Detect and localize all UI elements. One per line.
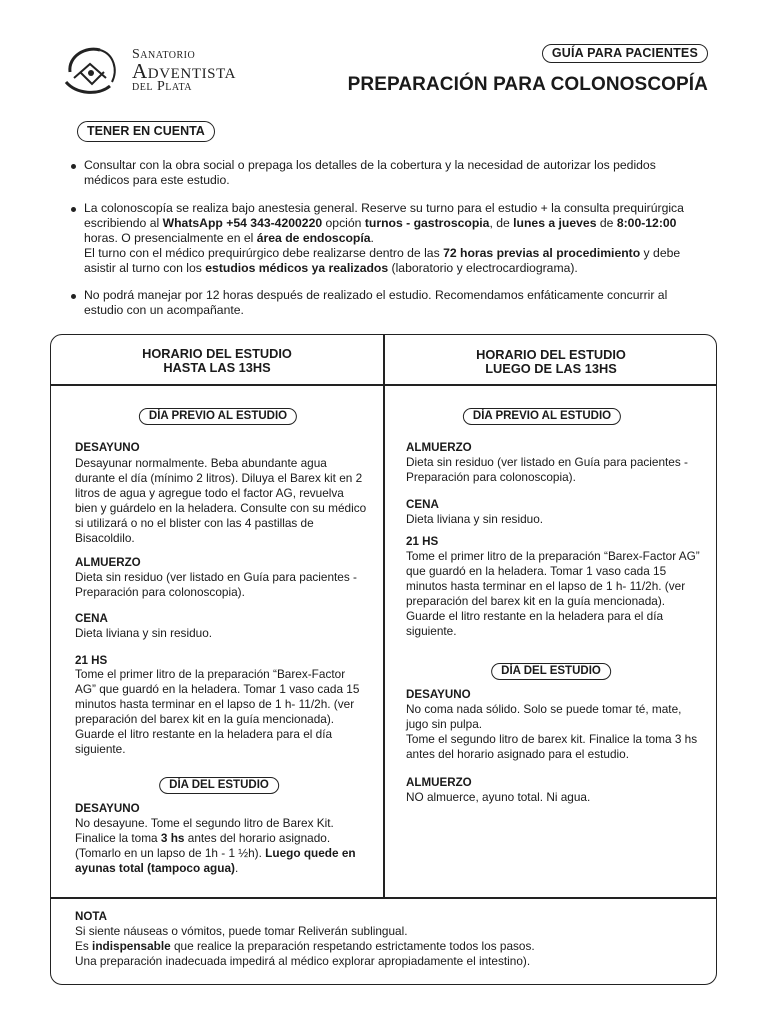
left-desayuno2-title: DESAYUNO: [75, 802, 140, 815]
left-21hs-title: 21 HS: [75, 654, 108, 667]
guide-badge: GUÍA PARA PACIENTES: [542, 44, 708, 63]
bold-text-run: estudios médicos ya realizados: [205, 261, 389, 275]
tener-en-cuenta-badge: TENER EN CUENTA: [77, 121, 215, 142]
logo-text-line3: del Plata: [132, 79, 192, 94]
right-cena-title: CENA: [406, 498, 439, 511]
right-almuerzo-title: ALMUERZO: [406, 441, 472, 454]
right-almuerzo2-title: ALMUERZO: [406, 776, 472, 789]
left-desayuno-title: DESAYUNO: [75, 441, 140, 454]
right-21hs-text: Tome el primer litro de la preparación “Barex-Factor AG” que guardó en la heladera. Tomar 1 vaso cada 15 minutos hasta terminar en el lapso de 1 h- 11/2h. (ver preparación del barex kit en la guía mencionada). Guarde el litro restante en la heladera para el día siguiente.: [406, 549, 700, 638]
note-title: NOTA: [75, 910, 107, 923]
bold-text-run: WhatsApp +54 343-4200220: [162, 216, 323, 230]
bold-text-run: lunes a jueves: [513, 216, 597, 230]
bold-text-run: 8:00-12:00: [616, 216, 677, 230]
left-column-header: [52, 347, 382, 375]
right-column-header: [386, 348, 716, 376]
bullet-item-anesthesia: [84, 201, 704, 276]
text-run: .: [370, 231, 374, 245]
text-run: (laboratorio y electrocardiograma).: [388, 261, 578, 275]
note-section: [75, 909, 695, 969]
right-21hs-title: 21 HS: [406, 535, 439, 548]
right-dia-estudio-badge: DÍA DEL ESTUDIO: [491, 663, 611, 680]
right-header-line1: HORARIO DEL ESTUDIO: [476, 347, 626, 362]
bold-text-run: área de endoscopía: [256, 231, 371, 245]
note-line2: [75, 939, 695, 954]
table-header-divider: [51, 384, 716, 386]
logo-text-line2: Adventista: [132, 59, 237, 83]
text-run: .: [234, 861, 239, 875]
text-run: horas. O presencialmente en el: [84, 231, 257, 245]
page-title: PREPARACIÓN PARA COLONOSCOPÍA: [347, 74, 708, 95]
text-run: Es: [75, 939, 93, 953]
right-dia-previo-badge: DÍA PREVIO AL ESTUDIO: [463, 408, 621, 425]
logo-text-line1: Sanatorio: [132, 47, 196, 62]
text-run: No podrá manejar por 12 horas después de realizado el estudio. Recomendamos enfáticamente concurrir al estudio con un acompañante.: [84, 288, 668, 317]
text-run: que realice la preparación respetando estrictamente todos los pasos.: [170, 939, 535, 953]
sanatorio-logo: [60, 42, 260, 98]
table-note-divider: [51, 897, 716, 899]
right-header-line2: LUEGO DE LAS 13HS: [485, 361, 617, 376]
bold-text-run: 72 horas previas al procedimiento: [443, 246, 641, 260]
text-run: La colonoscopía se realiza bajo anestesia general. Reserve su turno para el estudio + la consulta prequirúrgica escribiendo al: [84, 201, 684, 230]
right-desayuno-text-2: Tome el segundo litro de barex kit. Finalice la toma 3 hs antes del horario asignado para el estudio.: [406, 732, 698, 761]
left-header-line1: HORARIO DEL ESTUDIO: [142, 346, 292, 361]
left-dia-previo-badge: DÍA PREVIO AL ESTUDIO: [139, 408, 297, 425]
text-run: antes del horario asignado. (Tomarlo en un lapso de 1h - 1 ½h).: [75, 831, 331, 860]
right-desayuno-text-1: No coma nada sólido. Solo se puede tomar té, mate, jugo sin pulpa.: [406, 702, 682, 731]
bold-text-run: indispensable: [92, 939, 171, 953]
text-run: El turno con el médico prequirúrgico debe realizarse dentro de las: [84, 246, 444, 260]
bold-text-run: 3 hs: [160, 831, 185, 845]
right-almuerzo2-text: NO almuerce, ayuno total. Ni agua.: [406, 790, 591, 804]
left-cena-title: CENA: [75, 612, 108, 625]
bullet-item-driving: [84, 288, 704, 318]
left-21hs-text: Tome el primer litro de la preparación “Barex-Factor AG” que guardó en la heladera. Tomar 1 vaso cada 15 minutos hasta terminar en el lapso de 1 h- 11/2h. (ver preparación del barex kit en la guía mencionada). Guarde el litro restante en la heladera para el día siguiente.: [75, 667, 360, 756]
left-almuerzo-text: Dieta sin residuo (ver listado en Guía para pacientes - Preparación para colonoscopia).: [75, 570, 357, 599]
note-line1: Si siente náuseas o vómitos, puede tomar Reliverán sublingual.: [75, 924, 408, 938]
left-cena-text: Dieta liviana y sin residuo.: [75, 626, 213, 640]
text-run: Consultar con la obra social o prepaga los detalles de la cobertura y la necesidad de autorizar los pedidos médicos para este estudio.: [84, 158, 656, 187]
left-desayuno-text: Desayunar normalmente. Beba abundante agua durante el día (mínimo 2 litros). Diluya el Barex kit en 2 litros de agua y agregue todo el factor AG, revuelva bien y guárdelo en la heladera. Consulte con su médico si utilizará o no el blister con las 4 pastillas de Bisacoldilo.: [75, 456, 367, 545]
text-run: de: [596, 216, 617, 230]
text-run: No desayune. Tome el segundo litro de Barex Kit. Finalice la toma: [75, 816, 334, 845]
bold-text-run: turnos - gastroscopia: [364, 216, 490, 230]
left-header-line2: HASTA LAS 13HS: [163, 360, 271, 375]
logo-emblem-icon: [60, 42, 124, 98]
bold-text-run: Luego quede en ayunas total (tampoco agua): [75, 846, 356, 875]
note-line3: Una preparación inadecuada impedirá al médico explorar apropiadamente el intestino).: [75, 954, 531, 968]
left-dia-estudio-badge: DÍA DEL ESTUDIO: [159, 777, 279, 794]
left-desayuno2-text: [75, 816, 367, 876]
text-run: y debe asistir al turno con los: [84, 246, 681, 275]
right-desayuno-text: [406, 702, 700, 762]
text-run: , de: [489, 216, 514, 230]
left-almuerzo-title: ALMUERZO: [75, 556, 141, 569]
table-column-divider: [383, 335, 385, 898]
bullet-item-coverage: [84, 158, 704, 188]
right-cena-text: Dieta liviana y sin residuo.: [406, 512, 544, 526]
right-desayuno-title: DESAYUNO: [406, 688, 471, 701]
right-almuerzo-text: Dieta sin residuo (ver listado en Guía para pacientes - Preparación para colonoscopia).: [406, 455, 688, 484]
text-run: opción: [322, 216, 365, 230]
